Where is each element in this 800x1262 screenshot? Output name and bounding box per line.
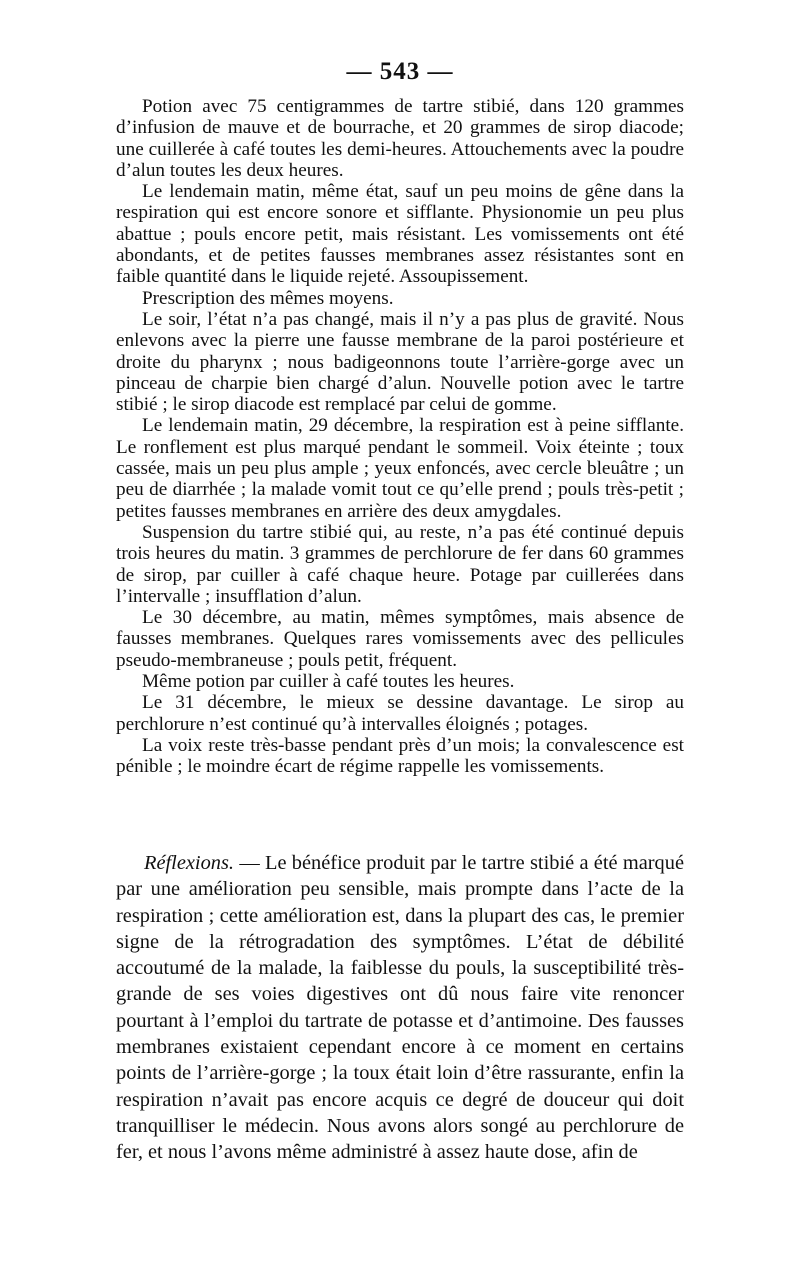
reflexions-paragraph	[116, 850, 684, 1166]
paragraph-convalescence: La voix reste très-basse pendant près d’un mois; la convalescence est pénible ; le moindre écart de régime rappelle les vomissements.	[116, 734, 684, 778]
reflexions-heading: Réflexions.	[144, 852, 235, 874]
paragraph-suspension: Suspension du tartre stibié qui, au reste, n’a pas été continué depuis trois heures du matin. 3 grammes de perchlorure de fer dans 60 grammes de sirop, par cuiller à café chaque heure. Potage par cuillerées dans l’intervalle ; insufflation d’alun.	[116, 521, 684, 607]
paragraph-december-30: Le 30 décembre, au matin, mêmes symptômes, mais absence de fausses membranes. Quelques rares vomissements avec des pellicules pseudo-membraneuse ; pouls petit, fréquent.	[116, 607, 684, 671]
case-notes	[116, 96, 684, 778]
reflexions-text: — Le bénéfice produit par le tartre stibié a été marqué par une amélioration peu sensible, mais prompte dans l’acte de la respiration ; cette amélioration est, dans la plupart des cas, le premier signe de la rétrogradation des symptômes. L’état de débilité accoutumé de la malade, la faiblesse du pouls, la susceptibilité très-grande de ses voies digestives ont dû nous faire vite renoncer pourtant à l’emploi du tartrate de potasse et d’antimoine. Des fausses membranes existaient cependant encore à ce moment en certains points de l’arrière-gorge ; la toux était loin d’être rassurante, enfin la respiration n’avait pas encore acquis ce degré de douceur qui doit tranquilliser le médecin. Nous avons alors songé au perchlorure de fer, et nous l’avons même administré à assez haute dose, afin de	[116, 852, 684, 1164]
paragraph-next-morning: Le lendemain matin, même état, sauf un peu moins de gêne dans la respiration qui est encore sonore et sifflante. Physionomie un peu plus abattue ; pouls encore petit, mais résistant. Les vomissements ont été abondants, et de petites fausses membranes assez résistantes sont en faible quantité dans le liquide rejeté. Assoupissement.	[116, 181, 684, 288]
paragraph-potion: Potion avec 75 centigrammes de tartre stibié, dans 120 grammes d’infusion de mauve et de bourrache, et 20 grammes de sirop diacode; une cuillerée à café toutes les demi-heures. Attouchements avec la poudre d’alun toutes les deux heures.	[116, 96, 684, 181]
paragraph-december-31: Le 31 décembre, le mieux se dessine davantage. Le sirop au perchlorure n’est continué qu’à intervalles éloignés ; potages.	[116, 692, 684, 735]
paragraph-prescription: Prescription des mêmes moyens.	[142, 287, 394, 309]
page-number: — 543 —	[346, 58, 454, 85]
paragraph-evening: Le soir, l’état n’a pas changé, mais il n’y a pas plus de gravité. Nous enlevons avec la pierre une fausse membrane de la paroi postérieure et droite du pharynx ; nous badigeonnons toute l’arrière-gorge avec un pinceau de charpie bien chargé d’alun. Nouvelle potion avec le tartre stibié ; le sirop diacode est remplacé par celui de gomme.	[116, 308, 684, 416]
paragraph-december-29: Le lendemain matin, 29 décembre, la respiration est à peine sifflante. Le ronflement est plus marqué pendant le sommeil. Voix éteinte ; toux cassée, mais un peu plus ample ; yeux enfoncés, avec cercle bleuâtre ; un peu de diarrhée ; la malade vomit tout ce qu’elle prend ; pouls très-petit ; petites fausses membranes en arrière des deux amygdales.	[116, 415, 684, 522]
paragraph-same-potion: Même potion par cuiller à café toutes les heures.	[142, 671, 515, 693]
